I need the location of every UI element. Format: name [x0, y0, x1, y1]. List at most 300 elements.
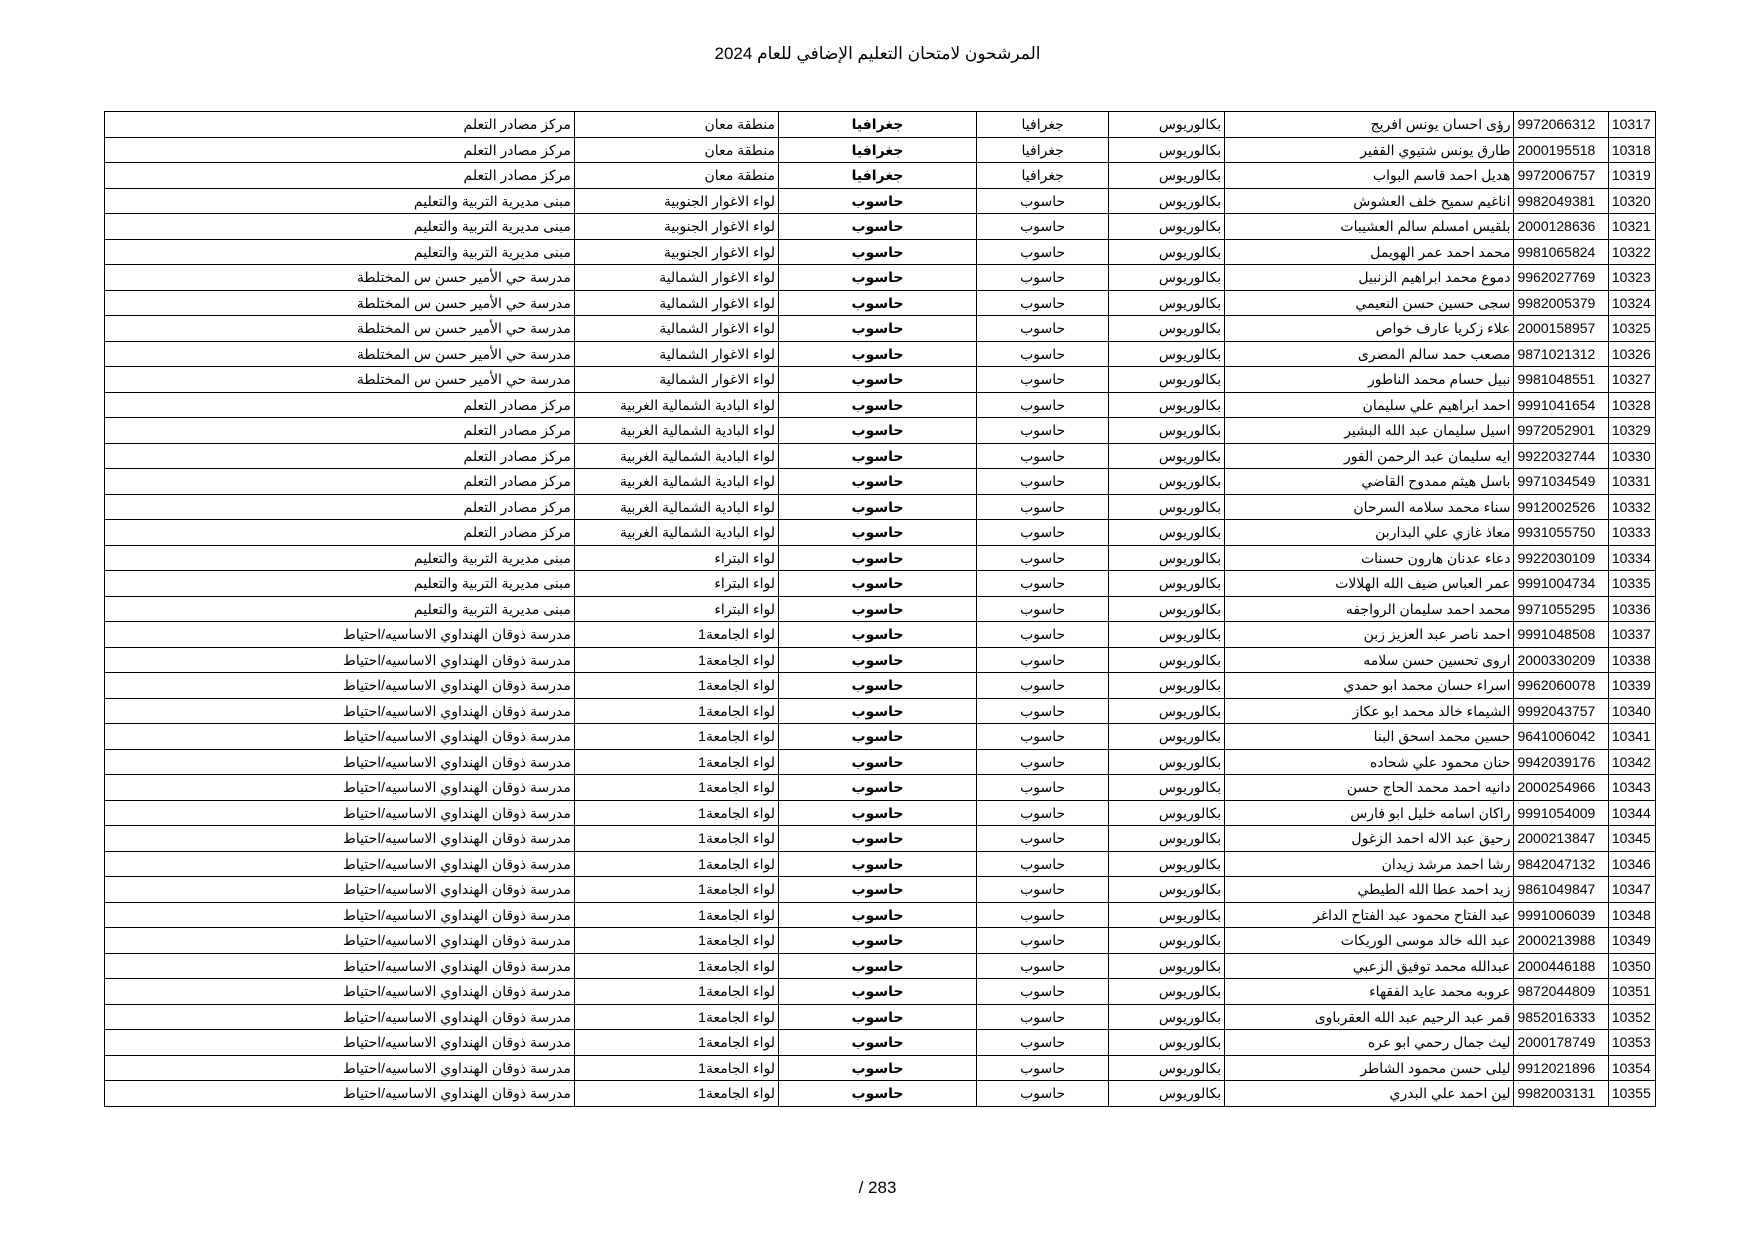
candidate-name-cell: هديل احمد قاسم البواب — [1225, 163, 1514, 189]
row-id-cell: 10331 — [1608, 469, 1655, 495]
exam-center-cell: مدرسة ذوقان الهنداوي الاساسيه/احتياط — [105, 902, 575, 928]
table-row — [105, 800, 1656, 826]
specialty-cell: حاسوب — [976, 1081, 1108, 1107]
national-number-cell: 9972052901 — [1514, 418, 1608, 444]
row-id-cell: 10332 — [1608, 494, 1655, 520]
specialty-cell: حاسوب — [976, 188, 1108, 214]
exam-subject-cell: حاسوب — [779, 1055, 977, 1081]
exam-center-cell: مبنى مديرية التربية والتعليم — [105, 239, 575, 265]
specialty-cell: حاسوب — [976, 367, 1108, 393]
table-row — [105, 622, 1656, 648]
specialty-cell: حاسوب — [976, 928, 1108, 954]
table-row — [105, 877, 1656, 903]
exam-center-cell: مبنى مديرية التربية والتعليم — [105, 571, 575, 597]
district-cell: لواء الاغوار الشمالية — [574, 341, 778, 367]
candidate-name-cell: دموع محمد ابراهيم الزنبيل — [1225, 265, 1514, 291]
national-number-cell: 9981048551 — [1514, 367, 1608, 393]
exam-subject-cell: حاسوب — [779, 1081, 977, 1107]
exam-subject-cell: حاسوب — [779, 1004, 977, 1030]
degree-cell: بكالوريوس — [1109, 520, 1225, 546]
district-cell: منطقة معان — [574, 163, 778, 189]
degree-cell: بكالوريوس — [1109, 443, 1225, 469]
national-number-cell: 9971034549 — [1514, 469, 1608, 495]
candidate-name-cell: عبدالله محمد توفيق الزعبي — [1225, 953, 1514, 979]
candidate-name-cell: مصعب حمد سالم المصرى — [1225, 341, 1514, 367]
national-number-cell: 9922030109 — [1514, 545, 1608, 571]
exam-subject-cell: حاسوب — [779, 622, 977, 648]
specialty-cell: حاسوب — [976, 647, 1108, 673]
candidate-name-cell: نبيل حسام محمد الناطور — [1225, 367, 1514, 393]
exam-center-cell: مدرسة ذوقان الهنداوي الاساسيه/احتياط — [105, 622, 575, 648]
national-number-cell: 2000254966 — [1514, 775, 1608, 801]
exam-subject-cell: حاسوب — [779, 418, 977, 444]
candidate-name-cell: عبد الله خالد موسى الوريكات — [1225, 928, 1514, 954]
exam-subject-cell: حاسوب — [779, 188, 977, 214]
national-number-cell: 9992043757 — [1514, 698, 1608, 724]
candidate-name-cell: علاء زكريا عارف خواص — [1225, 316, 1514, 342]
row-id-cell: 10323 — [1608, 265, 1655, 291]
exam-center-cell: مدرسة ذوقان الهنداوي الاساسيه/احتياط — [105, 800, 575, 826]
national-number-cell: 9962027769 — [1514, 265, 1608, 291]
specialty-cell: حاسوب — [976, 469, 1108, 495]
specialty-cell: حاسوب — [976, 1004, 1108, 1030]
degree-cell: بكالوريوس — [1109, 647, 1225, 673]
degree-cell: بكالوريوس — [1109, 418, 1225, 444]
specialty-cell: جغرافيا — [976, 163, 1108, 189]
degree-cell: بكالوريوس — [1109, 724, 1225, 750]
row-id-cell: 10346 — [1608, 851, 1655, 877]
table-row — [105, 851, 1656, 877]
exam-center-cell: مدرسة ذوقان الهنداوي الاساسيه/احتياط — [105, 673, 575, 699]
exam-center-cell: مركز مصادر التعلم — [105, 520, 575, 546]
national-number-cell: 9982003131 — [1514, 1081, 1608, 1107]
specialty-cell: حاسوب — [976, 494, 1108, 520]
row-id-cell: 10318 — [1608, 137, 1655, 163]
specialty-cell: حاسوب — [976, 851, 1108, 877]
district-cell: لواء الجامعة1 — [574, 800, 778, 826]
exam-subject-cell: حاسوب — [779, 979, 977, 1005]
candidate-name-cell: اناغيم سميح خلف العشوش — [1225, 188, 1514, 214]
specialty-cell: حاسوب — [976, 418, 1108, 444]
district-cell: لواء البتراء — [574, 545, 778, 571]
row-id-cell: 10325 — [1608, 316, 1655, 342]
table-row — [105, 953, 1656, 979]
degree-cell: بكالوريوس — [1109, 1004, 1225, 1030]
exam-subject-cell: حاسوب — [779, 265, 977, 291]
candidate-name-cell: طارق يونس شتيوي القفير — [1225, 137, 1514, 163]
candidate-name-cell: الشيماء خالد محمد ابو عكاز — [1225, 698, 1514, 724]
table-row — [105, 902, 1656, 928]
degree-cell: بكالوريوس — [1109, 749, 1225, 775]
row-id-cell: 10355 — [1608, 1081, 1655, 1107]
table-row — [105, 392, 1656, 418]
table-row — [105, 545, 1656, 571]
candidate-name-cell: معاذ غازي علي البداربن — [1225, 520, 1514, 546]
candidate-name-cell: محمد احمد عمر الهويمل — [1225, 239, 1514, 265]
exam-subject-cell: حاسوب — [779, 214, 977, 240]
exam-subject-cell: جغرافيا — [779, 137, 977, 163]
exam-center-cell: مدرسة ذوقان الهنداوي الاساسيه/احتياط — [105, 1004, 575, 1030]
candidate-name-cell: اروى تحسين حسن سلامه — [1225, 647, 1514, 673]
national-number-cell: 9991054009 — [1514, 800, 1608, 826]
district-cell: لواء الجامعة1 — [574, 826, 778, 852]
district-cell: لواء الاغوار الشمالية — [574, 316, 778, 342]
national-number-cell: 9931055750 — [1514, 520, 1608, 546]
specialty-cell: حاسوب — [976, 800, 1108, 826]
degree-cell: بكالوريوس — [1109, 112, 1225, 138]
exam-subject-cell: حاسوب — [779, 520, 977, 546]
specialty-cell: حاسوب — [976, 214, 1108, 240]
specialty-cell: حاسوب — [976, 316, 1108, 342]
row-id-cell: 10335 — [1608, 571, 1655, 597]
candidate-name-cell: رؤى احسان يونس افريج — [1225, 112, 1514, 138]
degree-cell: بكالوريوس — [1109, 928, 1225, 954]
specialty-cell: حاسوب — [976, 673, 1108, 699]
exam-center-cell: مدرسة حي الأمير حسن س المختلطة — [105, 290, 575, 316]
candidates-table — [104, 111, 1656, 1107]
degree-cell: بكالوريوس — [1109, 341, 1225, 367]
national-number-cell: 9852016333 — [1514, 1004, 1608, 1030]
national-number-cell: 9912002526 — [1514, 494, 1608, 520]
row-id-cell: 10336 — [1608, 596, 1655, 622]
row-id-cell: 10345 — [1608, 826, 1655, 852]
row-id-cell: 10354 — [1608, 1055, 1655, 1081]
national-number-cell: 9861049847 — [1514, 877, 1608, 903]
district-cell: لواء الاغوار الجنوبية — [574, 239, 778, 265]
national-number-cell: 2000446188 — [1514, 953, 1608, 979]
specialty-cell: حاسوب — [976, 902, 1108, 928]
row-id-cell: 10329 — [1608, 418, 1655, 444]
table-row — [105, 137, 1656, 163]
table-row — [105, 673, 1656, 699]
national-number-cell: 9991006039 — [1514, 902, 1608, 928]
national-number-cell: 9962060078 — [1514, 673, 1608, 699]
national-number-cell: 2000178749 — [1514, 1030, 1608, 1056]
degree-cell: بكالوريوس — [1109, 316, 1225, 342]
candidate-name-cell: باسل هيثم ممدوح القاضي — [1225, 469, 1514, 495]
exam-subject-cell: حاسوب — [779, 877, 977, 903]
table-row — [105, 749, 1656, 775]
national-number-cell: 9641006042 — [1514, 724, 1608, 750]
table-row — [105, 265, 1656, 291]
district-cell: لواء البادية الشمالية الغربية — [574, 392, 778, 418]
district-cell: لواء الجامعة1 — [574, 749, 778, 775]
row-id-cell: 10330 — [1608, 443, 1655, 469]
national-number-cell: 2000195518 — [1514, 137, 1608, 163]
specialty-cell: حاسوب — [976, 749, 1108, 775]
exam-center-cell: مدرسة حي الأمير حسن س المختلطة — [105, 367, 575, 393]
row-id-cell: 10317 — [1608, 112, 1655, 138]
district-cell: لواء الجامعة1 — [574, 698, 778, 724]
exam-subject-cell: حاسوب — [779, 953, 977, 979]
degree-cell: بكالوريوس — [1109, 137, 1225, 163]
district-cell: لواء الجامعة1 — [574, 622, 778, 648]
degree-cell: بكالوريوس — [1109, 953, 1225, 979]
page-title: المرشحون لامتحان التعليم الإضافي للعام 2024 — [714, 44, 1041, 63]
row-id-cell: 10340 — [1608, 698, 1655, 724]
exam-center-cell: مركز مصادر التعلم — [105, 163, 575, 189]
exam-subject-cell: حاسوب — [779, 698, 977, 724]
candidate-name-cell: رحيق عبد الاله احمد الزغول — [1225, 826, 1514, 852]
table-row — [105, 418, 1656, 444]
district-cell: لواء البادية الشمالية الغربية — [574, 520, 778, 546]
candidate-name-cell: دعاء عدنان هارون حسنات — [1225, 545, 1514, 571]
specialty-cell: حاسوب — [976, 545, 1108, 571]
exam-center-cell: مدرسة ذوقان الهنداوي الاساسيه/احتياط — [105, 928, 575, 954]
exam-subject-cell: حاسوب — [779, 851, 977, 877]
specialty-cell: حاسوب — [976, 622, 1108, 648]
exam-subject-cell: حاسوب — [779, 290, 977, 316]
row-id-cell: 10334 — [1608, 545, 1655, 571]
exam-center-cell: مبنى مديرية التربية والتعليم — [105, 214, 575, 240]
exam-subject-cell: حاسوب — [779, 724, 977, 750]
degree-cell: بكالوريوس — [1109, 698, 1225, 724]
district-cell: لواء الاغوار الشمالية — [574, 290, 778, 316]
row-id-cell: 10339 — [1608, 673, 1655, 699]
specialty-cell: حاسوب — [976, 290, 1108, 316]
candidate-name-cell: قمر عبد الرحيم عبد الله العقرباوى — [1225, 1004, 1514, 1030]
exam-center-cell: مدرسة ذوقان الهنداوي الاساسيه/احتياط — [105, 826, 575, 852]
row-id-cell: 10321 — [1608, 214, 1655, 240]
national-number-cell: 9981065824 — [1514, 239, 1608, 265]
table-row — [105, 647, 1656, 673]
exam-center-cell: مركز مصادر التعلم — [105, 137, 575, 163]
row-id-cell: 10341 — [1608, 724, 1655, 750]
candidate-name-cell: سناء محمد سلامه السرحان — [1225, 494, 1514, 520]
national-number-cell: 9972006757 — [1514, 163, 1608, 189]
exam-center-cell: مبنى مديرية التربية والتعليم — [105, 596, 575, 622]
candidate-name-cell: عبد الفتاح محمود عبد الفتاح الداغر — [1225, 902, 1514, 928]
table-row — [105, 341, 1656, 367]
degree-cell: بكالوريوس — [1109, 188, 1225, 214]
exam-subject-cell: حاسوب — [779, 775, 977, 801]
degree-cell: بكالوريوس — [1109, 367, 1225, 393]
exam-center-cell: مدرسة ذوقان الهنداوي الاساسيه/احتياط — [105, 851, 575, 877]
district-cell: لواء البتراء — [574, 596, 778, 622]
row-id-cell: 10351 — [1608, 979, 1655, 1005]
candidate-name-cell: عروبه محمد عايد الفقهاء — [1225, 979, 1514, 1005]
district-cell: لواء الاغوار الشمالية — [574, 265, 778, 291]
specialty-cell: حاسوب — [976, 877, 1108, 903]
table-row — [105, 826, 1656, 852]
exam-center-cell: مدرسة ذوقان الهنداوي الاساسيه/احتياط — [105, 724, 575, 750]
district-cell: لواء الجامعة1 — [574, 775, 778, 801]
candidate-name-cell: محمد احمد سليمان الرواجفه — [1225, 596, 1514, 622]
exam-center-cell: مدرسة ذوقان الهنداوي الاساسيه/احتياط — [105, 698, 575, 724]
degree-cell: بكالوريوس — [1109, 1081, 1225, 1107]
exam-subject-cell: حاسوب — [779, 571, 977, 597]
exam-subject-cell: حاسوب — [779, 316, 977, 342]
row-id-cell: 10353 — [1608, 1030, 1655, 1056]
table-row — [105, 928, 1656, 954]
exam-center-cell: مدرسة ذوقان الهنداوي الاساسيه/احتياط — [105, 1030, 575, 1056]
exam-subject-cell: حاسوب — [779, 596, 977, 622]
table-body — [105, 112, 1656, 1107]
exam-center-cell: مبنى مديرية التربية والتعليم — [105, 545, 575, 571]
national-number-cell: 2000158957 — [1514, 316, 1608, 342]
table-row — [105, 520, 1656, 546]
exam-center-cell: مبنى مديرية التربية والتعليم — [105, 188, 575, 214]
table-row — [105, 112, 1656, 138]
national-number-cell: 9942039176 — [1514, 749, 1608, 775]
table-row — [105, 724, 1656, 750]
exam-subject-cell: حاسوب — [779, 367, 977, 393]
exam-center-cell: مدرسة ذوقان الهنداوي الاساسيه/احتياط — [105, 1055, 575, 1081]
exam-center-cell: مدرسة ذوقان الهنداوي الاساسيه/احتياط — [105, 953, 575, 979]
degree-cell: بكالوريوس — [1109, 1055, 1225, 1081]
degree-cell: بكالوريوس — [1109, 290, 1225, 316]
national-number-cell: 2000213847 — [1514, 826, 1608, 852]
degree-cell: بكالوريوس — [1109, 494, 1225, 520]
exam-subject-cell: حاسوب — [779, 392, 977, 418]
exam-center-cell: مركز مصادر التعلم — [105, 418, 575, 444]
district-cell: لواء البادية الشمالية الغربية — [574, 443, 778, 469]
row-id-cell: 10333 — [1608, 520, 1655, 546]
exam-center-cell: مدرسة حي الأمير حسن س المختلطة — [105, 341, 575, 367]
national-number-cell: 9871021312 — [1514, 341, 1608, 367]
table-row — [105, 979, 1656, 1005]
exam-center-cell: مدرسة ذوقان الهنداوي الاساسيه/احتياط — [105, 749, 575, 775]
row-id-cell: 10349 — [1608, 928, 1655, 954]
degree-cell: بكالوريوس — [1109, 979, 1225, 1005]
table-row — [105, 1081, 1656, 1107]
degree-cell: بكالوريوس — [1109, 545, 1225, 571]
national-number-cell: 9991048508 — [1514, 622, 1608, 648]
degree-cell: بكالوريوس — [1109, 877, 1225, 903]
row-id-cell: 10319 — [1608, 163, 1655, 189]
candidate-name-cell: لين احمد علي البدري — [1225, 1081, 1514, 1107]
national-number-cell: 9842047132 — [1514, 851, 1608, 877]
exam-subject-cell: حاسوب — [779, 673, 977, 699]
district-cell: لواء الجامعة1 — [574, 877, 778, 903]
district-cell: لواء الجامعة1 — [574, 953, 778, 979]
district-cell: لواء الجامعة1 — [574, 851, 778, 877]
exam-subject-cell: جغرافيا — [779, 163, 977, 189]
exam-subject-cell: حاسوب — [779, 826, 977, 852]
district-cell: لواء البادية الشمالية الغربية — [574, 469, 778, 495]
row-id-cell: 10327 — [1608, 367, 1655, 393]
specialty-cell: حاسوب — [976, 724, 1108, 750]
exam-center-cell: مدرسة ذوقان الهنداوي الاساسيه/احتياط — [105, 647, 575, 673]
district-cell: لواء الاغوار الشمالية — [574, 367, 778, 393]
table-row — [105, 698, 1656, 724]
national-number-cell: 9982049381 — [1514, 188, 1608, 214]
national-number-cell: 9922032744 — [1514, 443, 1608, 469]
candidate-name-cell: اسراء حسان محمد ابو حمدي — [1225, 673, 1514, 699]
specialty-cell: حاسوب — [976, 1030, 1108, 1056]
district-cell: لواء الجامعة1 — [574, 928, 778, 954]
degree-cell: بكالوريوس — [1109, 214, 1225, 240]
table-row — [105, 290, 1656, 316]
candidate-name-cell: احمد ناصر عبد العزيز زبن — [1225, 622, 1514, 648]
exam-center-cell: مدرسة ذوقان الهنداوي الاساسيه/احتياط — [105, 979, 575, 1005]
district-cell: لواء الاغوار الجنوبية — [574, 214, 778, 240]
degree-cell: بكالوريوس — [1109, 775, 1225, 801]
national-number-cell: 9912021896 — [1514, 1055, 1608, 1081]
degree-cell: بكالوريوس — [1109, 826, 1225, 852]
table-row — [105, 316, 1656, 342]
exam-center-cell: مدرسة ذوقان الهنداوي الاساسيه/احتياط — [105, 877, 575, 903]
specialty-cell: حاسوب — [976, 953, 1108, 979]
row-id-cell: 10337 — [1608, 622, 1655, 648]
specialty-cell: حاسوب — [976, 392, 1108, 418]
candidate-name-cell: زيد احمد عطا الله الطيطي — [1225, 877, 1514, 903]
district-cell: لواء الجامعة1 — [574, 902, 778, 928]
district-cell: منطقة معان — [574, 137, 778, 163]
exam-center-cell: مدرسة ذوقان الهنداوي الاساسيه/احتياط — [105, 1081, 575, 1107]
specialty-cell: جغرافيا — [976, 112, 1108, 138]
table-row — [105, 1055, 1656, 1081]
national-number-cell: 2000213988 — [1514, 928, 1608, 954]
row-id-cell: 10338 — [1608, 647, 1655, 673]
specialty-cell: حاسوب — [976, 443, 1108, 469]
degree-cell: بكالوريوس — [1109, 622, 1225, 648]
exam-center-cell: مدرسة ذوقان الهنداوي الاساسيه/احتياط — [105, 775, 575, 801]
exam-center-cell: مدرسة حي الأمير حسن س المختلطة — [105, 265, 575, 291]
row-id-cell: 10343 — [1608, 775, 1655, 801]
national-number-cell: 2000330209 — [1514, 647, 1608, 673]
exam-center-cell: مركز مصادر التعلم — [105, 443, 575, 469]
degree-cell: بكالوريوس — [1109, 596, 1225, 622]
specialty-cell: حاسوب — [976, 698, 1108, 724]
row-id-cell: 10326 — [1608, 341, 1655, 367]
candidate-name-cell: ايه سليمان عبد الرحمن الفور — [1225, 443, 1514, 469]
district-cell: لواء الجامعة1 — [574, 1055, 778, 1081]
exam-subject-cell: حاسوب — [779, 443, 977, 469]
row-id-cell: 10320 — [1608, 188, 1655, 214]
degree-cell: بكالوريوس — [1109, 239, 1225, 265]
specialty-cell: حاسوب — [976, 341, 1108, 367]
district-cell: لواء البادية الشمالية الغربية — [574, 418, 778, 444]
exam-subject-cell: حاسوب — [779, 239, 977, 265]
district-cell: لواء الجامعة1 — [574, 647, 778, 673]
row-id-cell: 10324 — [1608, 290, 1655, 316]
row-id-cell: 10347 — [1608, 877, 1655, 903]
national-number-cell: 9982005379 — [1514, 290, 1608, 316]
national-number-cell: 9971055295 — [1514, 596, 1608, 622]
table-row — [105, 239, 1656, 265]
candidate-name-cell: رشا احمد مرشد زيدان — [1225, 851, 1514, 877]
specialty-cell: حاسوب — [976, 826, 1108, 852]
exam-center-cell: مركز مصادر التعلم — [105, 392, 575, 418]
table-row — [105, 1030, 1656, 1056]
candidate-name-cell: اسيل سليمان عبد الله البشير — [1225, 418, 1514, 444]
candidate-name-cell: سجى حسين حسن النعيمي — [1225, 290, 1514, 316]
specialty-cell: حاسوب — [976, 520, 1108, 546]
exam-subject-cell: حاسوب — [779, 800, 977, 826]
district-cell: لواء الجامعة1 — [574, 1081, 778, 1107]
candidates-table-container — [104, 111, 1656, 1107]
table-row — [105, 214, 1656, 240]
table-row — [105, 596, 1656, 622]
district-cell: منطقة معان — [574, 112, 778, 138]
table-row — [105, 469, 1656, 495]
degree-cell: بكالوريوس — [1109, 469, 1225, 495]
specialty-cell: حاسوب — [976, 239, 1108, 265]
table-row — [105, 367, 1656, 393]
table-row — [105, 775, 1656, 801]
degree-cell: بكالوريوس — [1109, 163, 1225, 189]
national-number-cell: 9972066312 — [1514, 112, 1608, 138]
national-number-cell: 9991041654 — [1514, 392, 1608, 418]
degree-cell: بكالوريوس — [1109, 902, 1225, 928]
candidate-name-cell: بلقيس امسلم سالم العشيبات — [1225, 214, 1514, 240]
specialty-cell: حاسوب — [976, 265, 1108, 291]
degree-cell: بكالوريوس — [1109, 265, 1225, 291]
candidate-name-cell: احمد ابراهيم علي سليمان — [1225, 392, 1514, 418]
row-id-cell: 10328 — [1608, 392, 1655, 418]
row-id-cell: 10348 — [1608, 902, 1655, 928]
